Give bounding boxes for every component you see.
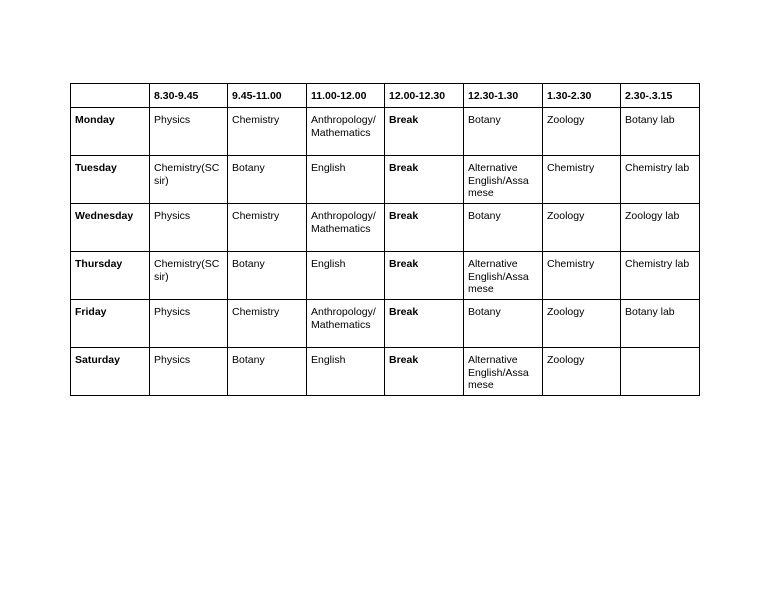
subject-text: English — [311, 162, 346, 174]
subject-cell — [543, 348, 621, 396]
subject-cell — [228, 108, 307, 156]
subject-text: Break — [389, 258, 419, 270]
header-cell-slot-5: 12.30-1.30 — [464, 84, 543, 108]
subject-text: Break — [389, 162, 419, 174]
subject-text: Chemistry(SC sir) — [154, 258, 220, 283]
table-row — [71, 348, 700, 396]
subject-cell — [150, 348, 228, 396]
subject-cell — [150, 300, 228, 348]
subject-cell — [307, 252, 385, 300]
subject-cell — [621, 300, 700, 348]
subject-text: Physics — [154, 114, 191, 126]
header-cell-slot-4: 12.00-12.30 — [385, 84, 464, 108]
subject-text: English — [311, 258, 346, 270]
subject-cell — [464, 156, 543, 204]
day-label: Saturday — [71, 348, 150, 396]
subject-text: Zoology — [547, 114, 585, 126]
day-label: Thursday — [71, 252, 150, 300]
subject-text: Botany — [232, 258, 265, 270]
header-cell-slot-7: 2.30-.3.15 — [621, 84, 700, 108]
subject-text: Chemistry — [547, 162, 595, 174]
subject-cell — [150, 108, 228, 156]
day-label: Monday — [71, 108, 150, 156]
day-label: Tuesday — [71, 156, 150, 204]
subject-cell — [543, 252, 621, 300]
subject-cell — [228, 348, 307, 396]
subject-text: Physics — [154, 354, 191, 366]
subject-cell — [621, 348, 700, 396]
subject-text: Botany — [232, 162, 265, 174]
subject-cell — [307, 300, 385, 348]
subject-cell — [464, 300, 543, 348]
subject-cell — [150, 156, 228, 204]
subject-cell — [543, 204, 621, 252]
break-cell — [385, 348, 464, 396]
subject-text: Physics — [154, 306, 191, 318]
subject-cell — [543, 300, 621, 348]
subject-cell — [228, 156, 307, 204]
subject-cell — [621, 204, 700, 252]
subject-text: Botany lab — [625, 306, 675, 318]
subject-text: Zoology — [547, 306, 585, 318]
subject-text: Zoology — [547, 210, 585, 222]
subject-text: English — [311, 354, 346, 366]
table-row — [71, 204, 700, 252]
day-label: Friday — [71, 300, 150, 348]
subject-text: Botany — [232, 354, 265, 366]
subject-cell — [464, 108, 543, 156]
subject-text: Zoology lab — [625, 210, 680, 222]
subject-text: Alternative English/Assa mese — [468, 162, 529, 199]
break-cell — [385, 300, 464, 348]
subject-text: Botany lab — [625, 114, 675, 126]
header-cell-corner — [71, 84, 150, 108]
subject-cell — [621, 108, 700, 156]
subject-text: Botany — [468, 114, 501, 126]
break-cell — [385, 252, 464, 300]
header-cell-slot-2: 9.45-11.00 — [228, 84, 307, 108]
subject-cell — [543, 108, 621, 156]
subject-cell — [543, 156, 621, 204]
subject-cell — [307, 204, 385, 252]
subject-cell — [150, 252, 228, 300]
subject-text: Anthropology/ Mathematics — [311, 114, 376, 139]
subject-text: Break — [389, 306, 419, 318]
subject-cell — [464, 252, 543, 300]
subject-text: Botany — [468, 210, 501, 222]
header-row — [71, 84, 700, 108]
subject-cell — [464, 204, 543, 252]
subject-text: Alternative English/Assa mese — [468, 258, 529, 295]
subject-cell — [228, 300, 307, 348]
header-cell-slot-6: 1.30-2.30 — [543, 84, 621, 108]
subject-text: Chemistry — [232, 210, 280, 222]
table-row — [71, 252, 700, 300]
subject-text: Break — [389, 210, 419, 222]
subject-cell — [464, 348, 543, 396]
subject-text: Break — [389, 114, 419, 126]
day-label: Wednesday — [71, 204, 150, 252]
subject-text: Botany — [468, 306, 501, 318]
subject-text: Chemistry — [232, 114, 280, 126]
break-cell — [385, 108, 464, 156]
table-row — [71, 108, 700, 156]
subject-text: Alternative English/Assa mese — [468, 354, 529, 391]
header-cell-slot-3: 11.00-12.00 — [307, 84, 385, 108]
subject-cell — [621, 252, 700, 300]
subject-text: Chemistry — [547, 258, 595, 270]
subject-cell — [150, 204, 228, 252]
timetable — [70, 83, 700, 396]
subject-text: Zoology — [547, 354, 585, 366]
table-row — [71, 156, 700, 204]
table-row — [71, 300, 700, 348]
subject-text: Break — [389, 354, 419, 366]
timetable-body — [71, 108, 700, 396]
subject-text: Chemistry — [232, 306, 280, 318]
break-cell — [385, 156, 464, 204]
subject-cell — [307, 108, 385, 156]
subject-cell — [307, 348, 385, 396]
subject-text: Chemistry lab — [625, 258, 690, 270]
header-cell-slot-1: 8.30-9.45 — [150, 84, 228, 108]
subject-cell — [621, 156, 700, 204]
subject-text: Anthropology/ Mathematics — [311, 306, 376, 331]
subject-cell — [228, 252, 307, 300]
subject-text: Chemistry lab — [625, 162, 690, 174]
break-cell — [385, 204, 464, 252]
subject-text: Chemistry(SC sir) — [154, 162, 220, 187]
subject-text: Anthropology/ Mathematics — [311, 210, 376, 235]
subject-cell — [307, 156, 385, 204]
subject-cell — [228, 204, 307, 252]
subject-text: Physics — [154, 210, 191, 222]
